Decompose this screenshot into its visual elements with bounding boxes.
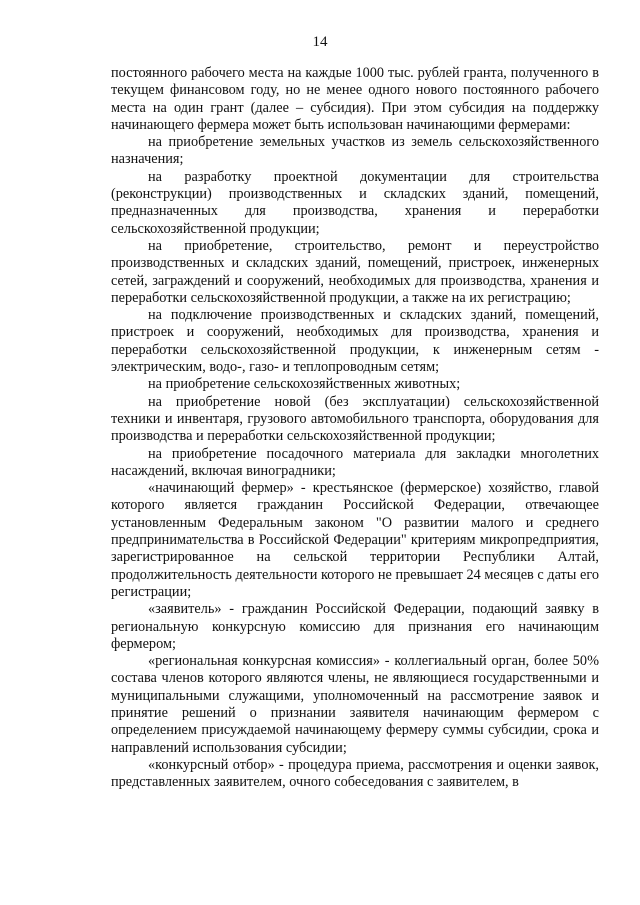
paragraph: «заявитель» - гражданин Российской Федерации, подающий заявку в региональную конкурсную комиссию для признания его начинающим фермером; (111, 601, 599, 652)
paragraph: на приобретение новой (без эксплуатации) сельскохозяйственной техники и инвентаря, грузового автомобильного транспорта, оборудования для производства и переработки сельскохозяйственной продукции; (111, 393, 599, 445)
paragraph: «конкурсный отбор» - процедура приема, рассмотрения и оценки заявок, представленных заявителем, очного собеседования с заявителем, в (111, 756, 599, 791)
page-number: 14 (312, 34, 328, 50)
paragraph: на подключение производственных и складских зданий, помещений, пристроек и сооружений, необходимых для производства, хранения и переработки сельскохозяйственной продукции, к инженерным сетям - электрическим, водо-, газо- и теплопроводным сетям; (111, 307, 599, 376)
paragraph: на приобретение земельных участков из земель сельскохозяйственного назначения; (111, 134, 599, 168)
paragraph: на приобретение сельскохозяйственных животных; (148, 376, 461, 393)
paragraph: постоянного рабочего места на каждые 1000 тыс. рублей гранта, полученного в текущем финансовом году, но не менее одного нового постоянного рабочего места на один грант (далее – субсидия). При этом субсидия на поддержку начинающего фермера может быть использован начинающими фермерами: (111, 65, 599, 133)
document-body (111, 65, 599, 791)
paragraph: на приобретение, строительство, ремонт и переустройство производственных и складских зданий, помещений, пристроек, инженерных сетей, заграждений и сооружений, необходимых для производства, хранения и переработки сельскохозяйственной продукции, а также на их регистрацию; (111, 237, 599, 306)
paragraph: «начинающий фермер» - крестьянское (фермерское) хозяйство, главой которого является гражданин Российской Федерации, отвечающее установленным Федеральным законом "О развитии малого и среднего предпринимательства в Российской Федерации" критериям микропредприятия, зарегистрированное на сельской территории Республики Алтай, продолжительность деятельности которого не превышает 24 месяцев с даты его регистрации; (111, 480, 599, 600)
paragraph: «региональная конкурсная комиссия» - коллегиальный орган, более 50% состава членов которого являются члены, не являющиеся государственными и муниципальными служащими, уполномоченный на рассмотрение заявок и принятие решений о признании заявителя начинающим фермером с определением присуждаемой начинающему фермеру суммы субсидии, срока и направлений использования субсидии; (111, 653, 599, 756)
paragraph: на приобретение посадочного материала для закладки многолетних насаждений, включая виноградники; (111, 445, 599, 479)
paragraph: на разработку проектной документации для строительства (реконструкции) производственных и складских зданий, помещений, предназначенных для производства, хранения и переработки сельскохозяйственной продукции; (111, 168, 599, 237)
